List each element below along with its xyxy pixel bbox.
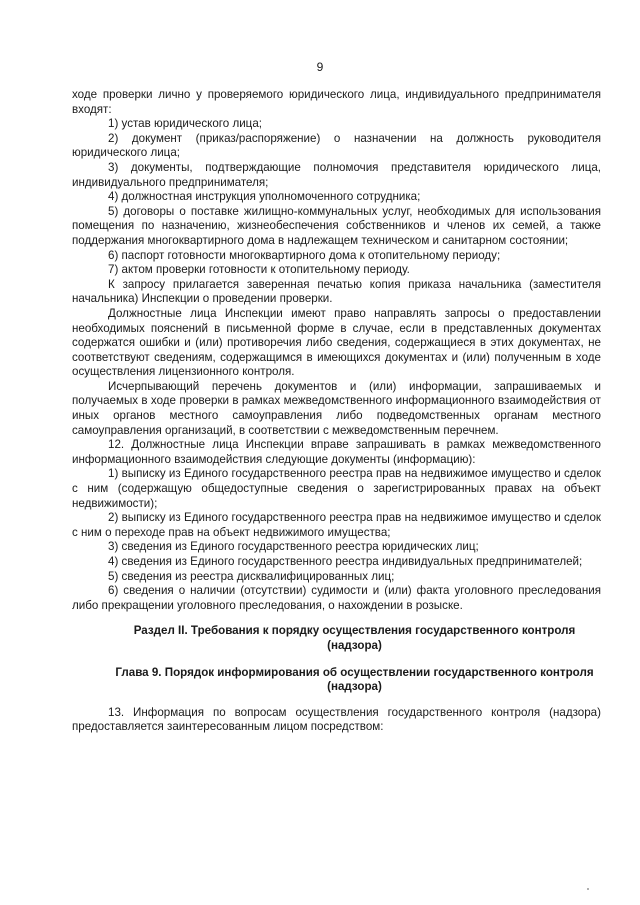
paragraph-request-attachment: К запросу прилагается заверенная печатью копия приказа начальника (заместителя начальника) Инспекции о проведении проверки. (72, 277, 601, 306)
list-item-egrul: 3) сведения из Единого государственного реестра юридических лиц; (108, 540, 479, 554)
paragraph-officials-rights: Должностные лица Инспекции имеют право направлять запросы о предоставлении необходимых пояснений в письменной форме в случае, если в представленных документах содержатся ошибки и (или) противоречия либо сведения, содержащиеся в этих документах, не соответствуют сведениям, содержащимся в имеющихся документах и (или) полученным в ходе осуществления лицензионного контроля. (72, 306, 601, 379)
list-item-readiness-act: 7) актом проверки готовности к отопительному периоду. (108, 263, 410, 277)
paragraph-intro: ходе проверки лично у проверяемого юридического лица, индивидуального предпринимателя входят: (72, 88, 601, 116)
list-item-job-description: 4) должностная инструкция уполномоченного сотрудника; (108, 190, 421, 204)
page-content (72, 88, 601, 735)
scan-speck (587, 888, 589, 890)
list-item-appointment-order: 2) документ (приказ/распоряжение) о назначении на должность руководителя юридического лица; (72, 131, 601, 160)
list-item-supply-contracts: 5) договоры о поставке жилищно-коммунальных услуг, необходимых для использования помещения по назначению, жизнеобеспечения собственников и членов их семей, а также поддержания многоквартирного дома в надлежащем техническом и санитарном состоянии; (72, 204, 601, 247)
list-item-disqualified-registry: 5) сведения из реестра дисквалифицированных лиц; (108, 569, 395, 583)
list-item-egrn-extract: 1) выписку из Единого государственного реестра прав на недвижимое имущество и сделок с ним (содержащую общедоступные сведения о зарегистрированных правах на объект недвижимости); (72, 467, 601, 510)
list-item-criminal-record: 6) сведения о наличии (отсутствии) судимости и (или) факта уголовного преследования либо прекращении уголовного преследования, о нахождении в розыске. (72, 584, 601, 612)
list-item-charter: 1) устав юридического лица; (108, 117, 262, 131)
paragraph-exhaustive-list: Исчерпывающий перечень документов и (или) информации, запрашиваемых и получаемых в ходе проверки в рамках межведомственного информационного взаимодействия от иных органов местного самоуправления либо подведомственных органам местного самоуправления организаций, в соответствии с межведомственным перечнем. (72, 379, 601, 437)
section-heading: Раздел II. Требования к порядку осуществления государственного контроля (надзора) (133, 624, 576, 652)
paragraph-item-12: 12. Должностные лица Инспекции вправе запрашивать в рамках межведомственного информационного взаимодействия следующие документы (информацию): (72, 438, 601, 466)
paragraph-item-13: 13. Информация по вопросам осуществления государственного контроля (надзора) предоставляется заинтересованным лицом посредством: (72, 705, 601, 734)
chapter-heading: Глава 9. Порядок информирования об осуществлении государственного контроля (надзора) (115, 665, 594, 694)
body-paragraphs (72, 88, 601, 613)
list-item-egrn-transfer: 2) выписку из Единого государственного реестра прав на недвижимое имущество и сделок с ним о переходе прав на объект недвижимого имущества; (72, 511, 601, 539)
page-number: 9 (316, 60, 324, 74)
list-item-readiness-passport: 6) паспорт готовности многоквартирного дома к отопительному периоду; (108, 248, 501, 262)
list-item-egrip: 4) сведения из Единого государственного реестра индивидуальных предпринимателей; (108, 555, 583, 568)
list-item-representative-documents: 3) документы, подтверждающие полномочия представителя юридического лица, индивидуального предпринимателя; (72, 160, 601, 189)
